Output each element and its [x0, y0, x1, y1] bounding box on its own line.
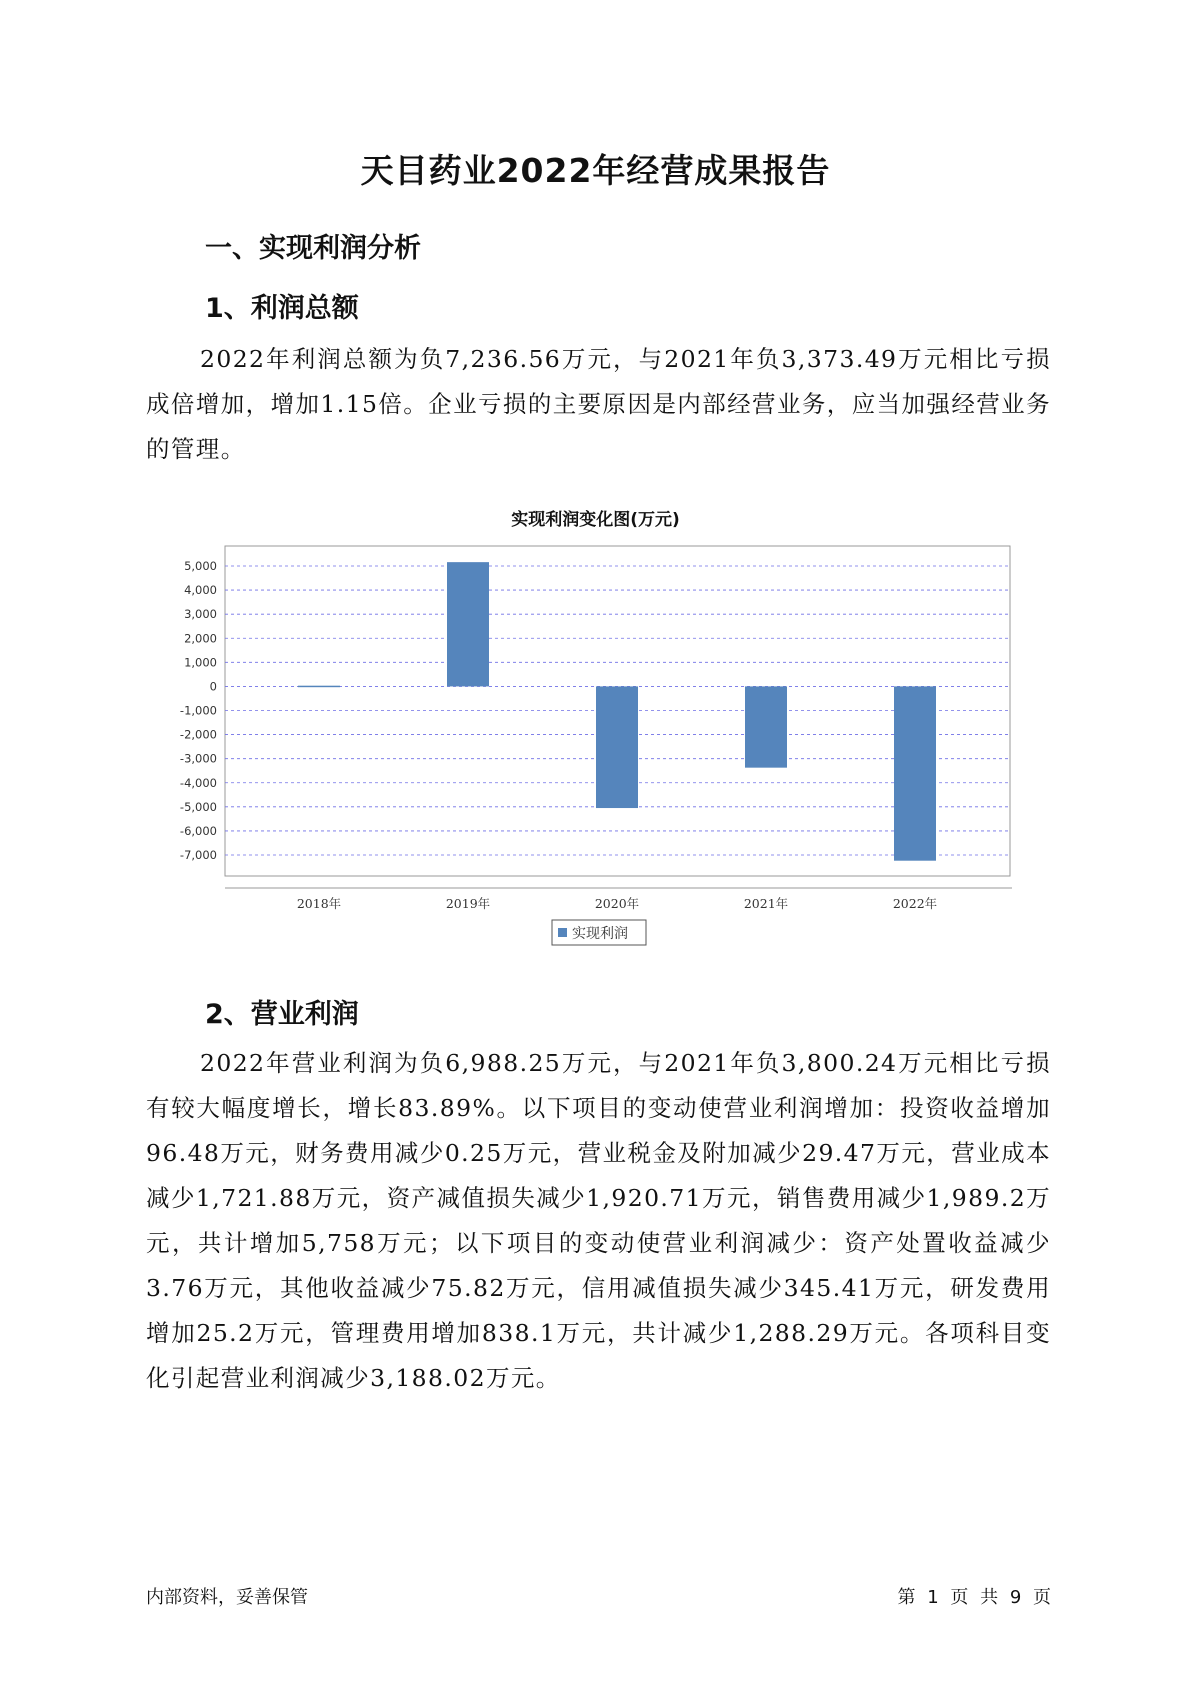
chart-bar [745, 686, 787, 767]
chart-title: 实现利润变化图(万元) [511, 510, 680, 530]
y-tick-label: 1,000 [184, 655, 217, 670]
y-tick-label: 5,000 [184, 559, 217, 573]
y-tick-label: 2,000 [184, 631, 217, 646]
chart-bar [894, 686, 936, 860]
subheading-operating-profit: 2、营业利润 [205, 999, 359, 1030]
chart-bar [298, 686, 340, 688]
y-tick-label: -1,000 [179, 703, 217, 718]
y-tick-label: 0 [209, 679, 217, 694]
x-tick-label: 2021年 [743, 896, 789, 911]
footer-page-number: 第 1 页 共 9 页 [897, 1587, 1051, 1608]
x-tick-label: 2018年 [296, 896, 342, 911]
y-tick-label: -4,000 [179, 775, 217, 790]
report-title: 天目药业2022年经营成果报告 [360, 151, 831, 190]
x-tick-label: 2019年 [445, 896, 491, 911]
section-heading-profit-analysis: 一、实现利润分析 [205, 233, 421, 264]
y-tick-label: -2,000 [179, 727, 217, 742]
y-tick-label: -7,000 [179, 848, 217, 862]
y-tick-label: 4,000 [184, 583, 217, 598]
y-tick-label: -6,000 [179, 823, 217, 838]
y-tick-label: 3,000 [184, 607, 217, 622]
paragraph-total-profit: 2022年利润总额为负7,236.56万元，与2021年负3,373.49万元相比亏损成倍增加，增加1.15倍。企业亏损的主要原因是内部经营业务，应当加强经营业务的管理。 [146, 345, 1051, 463]
subheading-total-profit: 1、利润总额 [205, 293, 359, 324]
y-tick-label: -5,000 [179, 799, 217, 814]
chart-bar [447, 562, 489, 686]
x-tick-label: 2020年 [594, 896, 640, 911]
footer-confidential-note: 内部资料，妥善保管 [146, 1587, 308, 1608]
paragraph-operating-profit: 2022年营业利润为负6,988.25万元，与2021年负3,800.24万元相比亏损有较大幅度增长，增长83.89%。以下项目的变动使营业利润增加：投资收益增加96.48万元，财务费用减少0.25万元，营业税金及附加减少29.47万元，营业成本减少1,721.88万元，资产减值损失减少1,920.71万元，销售费用减少1,989.2万元，共计增加5,758万元；以下项目的变动使营业利润减少：资产处置收益减少3.76万元，其他收益减少75.82万元，信用减值损失减少345.41万元，研发费用增加25.2万元，管理费用增加838.1万元，共计减少1,288.29万元。各项科目变化引起营业利润减少3,188.02万元。 [146, 1049, 1051, 1392]
legend-swatch [558, 928, 567, 937]
x-tick-label: 2022年 [892, 896, 938, 911]
chart-bar [596, 686, 638, 808]
y-tick-label: -3,000 [179, 751, 217, 766]
legend-label: 实现利润 [572, 926, 628, 942]
